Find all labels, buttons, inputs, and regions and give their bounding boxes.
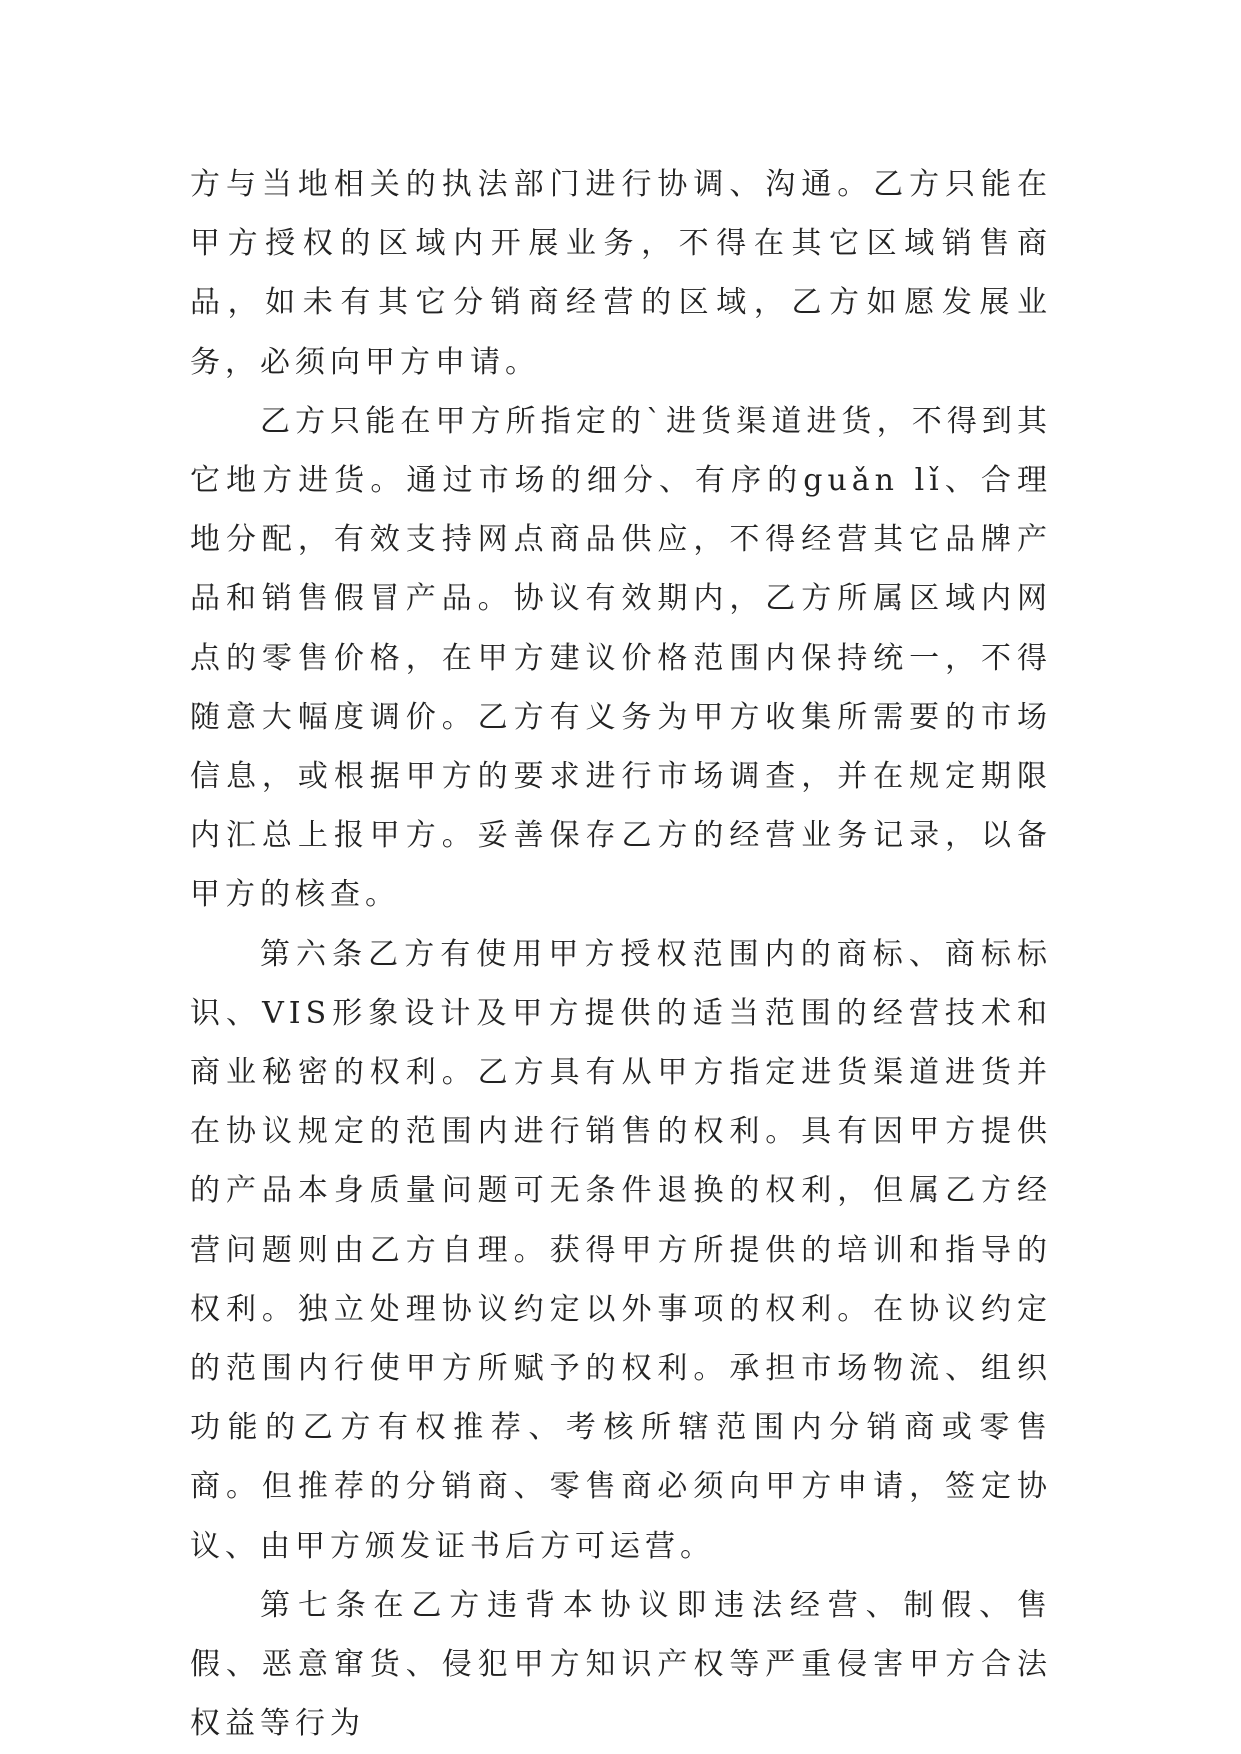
paragraph-article-7: 第七条在乙方违背本协议即违法经营、制假、售假、恶意窜货、侵犯甲方知识产权等严重侵害甲方合法权益等行为: [190, 1587, 1052, 1742]
paragraph-article-6: 第六条乙方有使用甲方授权范围内的商标、商标标识、VIS形象设计及甲方提供的适当范围的经营技术和商业秘密的权利。乙方具有从甲方指定进货渠道进货并在协议规定的范围内进行销售的权利。具有因甲方提供的产品本身质量问题可无条件退换的权利，但属乙方经营问题则由乙方自理。获得甲方所提供的培训和指导的权利。独立处理协议约定以外事项的权利。在协议约定的范围内行使甲方所赋予的权利。承担市场物流、组织功能的乙方有权推荐、考核所辖范围内分销商或零售商。但推荐的分销商、零售商必须向甲方申请，签定协议、由甲方颁发证书后方可运营。: [190, 936, 1052, 1564]
paragraph-2: 乙方只能在甲方所指定的`进货渠道进货，不得到其它地方进货。通过市场的细分、有序的guǎn lǐ、合理地分配，有效支持网点商品供应，不得经营其它品牌产品和销售假冒产品。协议有效期内，乙方所属区域内网点的零售价格，在甲方建议价格范围内保持统一，不得随意大幅度调价。乙方有义务为甲方收集所需要的市场信息，或根据甲方的要求进行市场调查，并在规定期限内汇总上报甲方。妥善保存乙方的经营业务记录，以备甲方的核查。: [190, 403, 1052, 913]
document-page: [190, 155, 1052, 1753]
paragraph-1: 方与当地相关的执法部门进行协调、沟通。乙方只能在甲方授权的区域内开展业务，不得在其它区域销售商品，如未有其它分销商经营的区域，乙方如愿发展业务，必须向甲方申请。: [190, 167, 1052, 380]
